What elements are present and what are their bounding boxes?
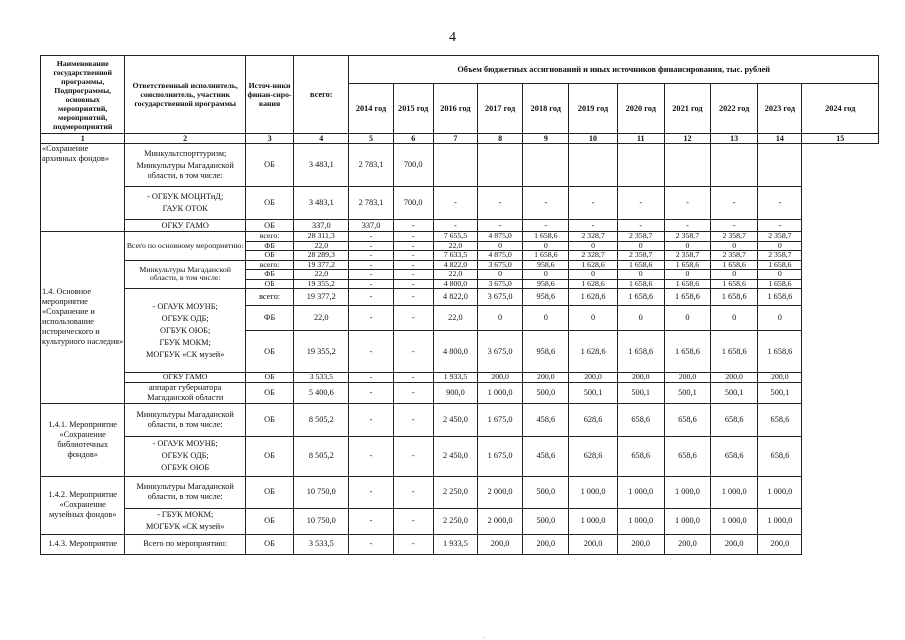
value-cell: 1 658,6: [664, 279, 710, 289]
value-cell: 2 450,0: [433, 436, 477, 476]
value-cell: 200,0: [758, 534, 802, 554]
value-cell: 22,0: [433, 306, 477, 331]
value-cell: 2 450,0: [433, 403, 477, 436]
value-cell: 958,6: [523, 331, 569, 373]
executor-line: ГБУК МОКМ;: [159, 337, 211, 347]
value-cell: -: [523, 187, 569, 220]
value-cell: -: [349, 241, 393, 251]
executor-cell: Всего по основному мероприятию:: [125, 232, 246, 261]
value-cell: 4 875,0: [478, 251, 523, 261]
value-cell: 19 377,2: [294, 260, 349, 270]
value-cell: 1 658,6: [711, 331, 758, 373]
value-cell: 1 658,6: [617, 260, 664, 270]
year-header: 2016 год: [433, 84, 477, 134]
source-cell: ФБ: [245, 306, 293, 331]
value-cell: 1 000,0: [617, 508, 664, 534]
value-cell: 658,6: [758, 403, 802, 436]
source-cell: ОБ: [245, 382, 293, 403]
executor-line: ОГБУК ОЮБ: [161, 463, 210, 472]
executor-line: ОГБУК ОДБ;: [161, 313, 209, 323]
executor-cell: ОГКУ ГАМО: [125, 373, 246, 383]
header-program: Наименование государственной программы, Подпрограммы, основных мероприятий, мероприятий, подмероприятий: [41, 56, 125, 134]
value-cell: 3 675,0: [478, 289, 523, 306]
value-cell: 4 822,0: [433, 260, 477, 270]
value-cell: 658,6: [711, 403, 758, 436]
source-cell: ОБ: [245, 187, 293, 220]
value-cell: 1 933,5: [433, 373, 477, 383]
value-cell: 500,1: [664, 382, 710, 403]
value-cell: 337,0: [294, 220, 349, 232]
value-cell: 1 628,6: [569, 289, 617, 306]
value-cell: 1 628,6: [569, 279, 617, 289]
value-cell: -: [349, 260, 393, 270]
source-cell: всего:: [245, 260, 293, 270]
value-cell: 4 800,0: [433, 279, 477, 289]
value-cell: -: [569, 187, 617, 220]
value-cell: [433, 144, 477, 187]
executor-line: Минкультспорттуризм;: [144, 149, 227, 158]
value-cell: 1 658,6: [758, 260, 802, 270]
value-cell: 628,6: [569, 436, 617, 476]
value-cell: 200,0: [569, 373, 617, 383]
value-cell: 19 355,2: [294, 331, 349, 373]
value-cell: -: [393, 260, 433, 270]
value-cell: 0: [711, 270, 758, 280]
value-cell: 337,0: [349, 220, 393, 232]
program-name: 1.4.3. Мероприятие: [41, 534, 125, 554]
value-cell: 1 000,0: [711, 476, 758, 508]
value-cell: 22,0: [294, 241, 349, 251]
value-cell: 4 822,0: [433, 289, 477, 306]
value-cell: 2 358,7: [664, 232, 710, 242]
column-number: 13: [711, 134, 758, 144]
program-name: 1.4. Основное мероприятие «Сохранение и использование исторического и культурного наследия»: [41, 232, 125, 404]
column-number: 7: [433, 134, 477, 144]
executor-cell: аппарат губернатора Магаданской области: [125, 382, 246, 403]
scan-mark: .: [483, 631, 485, 640]
value-cell: [569, 144, 617, 187]
value-cell: 0: [758, 270, 802, 280]
value-cell: -: [349, 403, 393, 436]
value-cell: -: [393, 306, 433, 331]
value-cell: -: [393, 436, 433, 476]
source-cell: ОБ: [245, 436, 293, 476]
value-cell: 1 000,0: [711, 508, 758, 534]
value-cell: 1 628,6: [569, 260, 617, 270]
column-number: 3: [245, 134, 293, 144]
value-cell: 0: [617, 306, 664, 331]
value-cell: -: [393, 403, 433, 436]
value-cell: 958,6: [523, 279, 569, 289]
source-cell: ОБ: [245, 508, 293, 534]
value-cell: 200,0: [523, 534, 569, 554]
value-cell: 0: [523, 306, 569, 331]
value-cell: 1 000,0: [664, 508, 710, 534]
source-cell: ФБ: [245, 270, 293, 280]
value-cell: [478, 144, 523, 187]
value-cell: -: [758, 187, 802, 220]
value-cell: 2 328,7: [569, 251, 617, 261]
value-cell: 658,6: [711, 436, 758, 476]
value-cell: 2 328,7: [569, 232, 617, 242]
value-cell: 658,6: [617, 403, 664, 436]
year-header: 2021 год: [664, 84, 710, 134]
year-header: 2019 год: [569, 84, 617, 134]
value-cell: 3 483,1: [294, 187, 349, 220]
year-header: 2017 год: [478, 84, 523, 134]
value-cell: 1 000,0: [569, 476, 617, 508]
value-cell: 658,6: [664, 436, 710, 476]
source-cell: ОБ: [245, 373, 293, 383]
value-cell: 1 658,6: [617, 331, 664, 373]
value-cell: 1 658,6: [758, 331, 802, 373]
value-cell: 200,0: [569, 534, 617, 554]
executor-cell: Минкультуры Магаданской области, в том числе:: [125, 260, 246, 289]
value-cell: -: [349, 306, 393, 331]
value-cell: -: [758, 220, 802, 232]
value-cell: 1 675,0: [478, 403, 523, 436]
value-cell: -: [349, 270, 393, 280]
source-cell: ОБ: [245, 220, 293, 232]
value-cell: 28 311,3: [294, 232, 349, 242]
column-number: 9: [523, 134, 569, 144]
value-cell: 4 875,0: [478, 232, 523, 242]
column-number: 2: [125, 134, 246, 144]
value-cell: [664, 144, 710, 187]
value-cell: 3 533,5: [294, 373, 349, 383]
value-cell: 500,1: [569, 382, 617, 403]
value-cell: -: [711, 220, 758, 232]
value-cell: 0: [664, 306, 710, 331]
value-cell: -: [617, 187, 664, 220]
value-cell: -: [478, 220, 523, 232]
column-number: 1: [41, 134, 125, 144]
value-cell: 1 658,6: [523, 251, 569, 261]
value-cell: 1 000,0: [758, 476, 802, 508]
value-cell: 500,1: [758, 382, 802, 403]
value-cell: -: [349, 436, 393, 476]
value-cell: 658,6: [664, 403, 710, 436]
value-cell: 0: [478, 306, 523, 331]
value-cell: 1 658,6: [664, 331, 710, 373]
value-cell: [711, 144, 758, 187]
executor-line: ОГБУК ОЮБ;: [160, 325, 211, 335]
value-cell: 958,6: [523, 289, 569, 306]
year-header: 2023 год: [758, 84, 802, 134]
value-cell: 8 505,2: [294, 436, 349, 476]
value-cell: 2 000,0: [478, 508, 523, 534]
header-volume: Объем бюджетных ассигнований и иных источников финансирования, тыс. рублей: [349, 56, 879, 84]
executor-line: ГАУК ОТОК: [162, 204, 208, 213]
executor-cell: [125, 289, 246, 373]
value-cell: 2 358,7: [617, 232, 664, 242]
value-cell: 3 675,0: [478, 279, 523, 289]
column-number: 12: [664, 134, 710, 144]
value-cell: 22,0: [433, 270, 477, 280]
column-number: 5: [349, 134, 393, 144]
header-source: Источ-ники финан-сиро-вания: [245, 56, 293, 134]
value-cell: -: [393, 270, 433, 280]
value-cell: -: [393, 534, 433, 554]
value-cell: 200,0: [617, 534, 664, 554]
value-cell: 2 358,7: [617, 251, 664, 261]
value-cell: -: [617, 220, 664, 232]
value-cell: 3 675,0: [478, 260, 523, 270]
value-cell: 4 800,0: [433, 331, 477, 373]
value-cell: 0: [478, 270, 523, 280]
value-cell: 200,0: [664, 534, 710, 554]
program-name: 1.4.2. Мероприятие «Сохранение музейных фондов»: [41, 476, 125, 534]
value-cell: -: [393, 476, 433, 508]
value-cell: 1 000,0: [664, 476, 710, 508]
value-cell: 1 000,0: [478, 382, 523, 403]
source-cell: ФБ: [245, 241, 293, 251]
value-cell: -: [393, 382, 433, 403]
value-cell: 1 658,6: [523, 232, 569, 242]
value-cell: -: [349, 508, 393, 534]
executor-line: - ГБУК МОКМ;: [157, 510, 214, 519]
value-cell: 500,0: [523, 476, 569, 508]
value-cell: 1 000,0: [569, 508, 617, 534]
value-cell: 8 505,2: [294, 403, 349, 436]
value-cell: 0: [569, 241, 617, 251]
value-cell: 22,0: [433, 241, 477, 251]
value-cell: -: [478, 187, 523, 220]
executor-cell: ОГКУ ГАМО: [125, 220, 246, 232]
executor-line: - ОГАУК МОУНБ;: [152, 301, 218, 311]
source-cell: ОБ: [245, 144, 293, 187]
value-cell: -: [349, 251, 393, 261]
value-cell: -: [349, 232, 393, 242]
value-cell: -: [349, 331, 393, 373]
value-cell: 2 358,7: [758, 251, 802, 261]
value-cell: 200,0: [758, 373, 802, 383]
value-cell: 0: [617, 241, 664, 251]
value-cell: 5 400,6: [294, 382, 349, 403]
value-cell: 1 000,0: [758, 508, 802, 534]
value-cell: 500,0: [523, 508, 569, 534]
value-cell: -: [349, 534, 393, 554]
value-cell: 0: [523, 241, 569, 251]
value-cell: 1 658,6: [711, 260, 758, 270]
value-cell: -: [349, 373, 393, 383]
value-cell: -: [393, 232, 433, 242]
source-cell: ОБ: [245, 476, 293, 508]
value-cell: 1 658,6: [617, 279, 664, 289]
column-number: 4: [294, 134, 349, 144]
executor-cell: [125, 187, 246, 220]
program-name: «Сохранение архивных фондов»: [41, 144, 125, 232]
source-cell: всего:: [245, 289, 293, 306]
value-cell: 2 783,1: [349, 187, 393, 220]
value-cell: 1 658,6: [664, 289, 710, 306]
value-cell: -: [393, 373, 433, 383]
value-cell: 458,6: [523, 436, 569, 476]
year-header: 2024 год: [802, 84, 879, 134]
value-cell: 3 483,1: [294, 144, 349, 187]
value-cell: 1 628,6: [569, 331, 617, 373]
value-cell: [758, 144, 802, 187]
value-cell: 0: [478, 241, 523, 251]
value-cell: -: [393, 241, 433, 251]
column-number: 14: [758, 134, 802, 144]
value-cell: -: [711, 187, 758, 220]
value-cell: 1 000,0: [617, 476, 664, 508]
year-header: 2022 год: [711, 84, 758, 134]
source-cell: ОБ: [245, 534, 293, 554]
value-cell: 2 783,1: [349, 144, 393, 187]
value-cell: 28 289,3: [294, 251, 349, 261]
value-cell: 1 658,6: [617, 289, 664, 306]
value-cell: 3 533,5: [294, 534, 349, 554]
executor-line: - ОГАУК МОУНБ;: [152, 439, 218, 448]
year-header: 2018 год: [523, 84, 569, 134]
value-cell: 1 933,5: [433, 534, 477, 554]
year-header: 2020 год: [617, 84, 664, 134]
value-cell: 658,6: [617, 436, 664, 476]
value-cell: 200,0: [523, 373, 569, 383]
value-cell: -: [393, 251, 433, 261]
executor-cell: [125, 508, 246, 534]
executor-cell: [125, 436, 246, 476]
value-cell: 7 655,5: [433, 232, 477, 242]
page-number: 4: [449, 30, 456, 45]
value-cell: 0: [711, 241, 758, 251]
value-cell: -: [349, 476, 393, 508]
source-cell: ОБ: [245, 331, 293, 373]
value-cell: 3 675,0: [478, 331, 523, 373]
executor-cell: Минкультуры Магаданской области, в том числе:: [125, 476, 246, 508]
value-cell: 658,6: [758, 436, 802, 476]
column-number: 15: [802, 134, 879, 144]
value-cell: -: [664, 187, 710, 220]
value-cell: -: [349, 279, 393, 289]
executor-line: МОГБУК «СК музей»: [145, 522, 225, 531]
value-cell: 500,0: [523, 382, 569, 403]
value-cell: 10 750,0: [294, 476, 349, 508]
value-cell: -: [433, 220, 477, 232]
value-cell: 900,0: [433, 382, 477, 403]
value-cell: -: [349, 289, 393, 306]
executor-cell: Минкультуры Магаданской области, в том числе:: [125, 403, 246, 436]
value-cell: 2 358,7: [664, 251, 710, 261]
value-cell: 0: [523, 270, 569, 280]
value-cell: 0: [569, 270, 617, 280]
value-cell: 500,1: [617, 382, 664, 403]
value-cell: 200,0: [711, 534, 758, 554]
value-cell: 2 000,0: [478, 476, 523, 508]
value-cell: 0: [617, 270, 664, 280]
executor-cell: [125, 144, 246, 187]
value-cell: 0: [758, 241, 802, 251]
budget-table: [40, 55, 879, 555]
value-cell: 19 355,2: [294, 279, 349, 289]
value-cell: 2 358,7: [711, 251, 758, 261]
value-cell: 1 658,6: [758, 279, 802, 289]
value-cell: -: [393, 331, 433, 373]
value-cell: 0: [711, 306, 758, 331]
header-total: всего:: [294, 56, 349, 134]
value-cell: 700,0: [393, 187, 433, 220]
value-cell: -: [349, 382, 393, 403]
source-cell: ОБ: [245, 251, 293, 261]
column-number: 8: [478, 134, 523, 144]
executor-line: Минкультуры Магаданской области, в том числе:: [136, 161, 234, 180]
column-number: 11: [617, 134, 664, 144]
value-cell: 0: [758, 306, 802, 331]
value-cell: 200,0: [617, 373, 664, 383]
value-cell: 0: [664, 270, 710, 280]
value-cell: 2 358,7: [711, 232, 758, 242]
value-cell: 700,0: [393, 144, 433, 187]
value-cell: -: [393, 220, 433, 232]
executor-line: - ОГБУК МОЦНТиД;: [147, 192, 224, 201]
value-cell: -: [569, 220, 617, 232]
value-cell: 0: [664, 241, 710, 251]
year-header: 2014 год: [349, 84, 393, 134]
value-cell: 1 658,6: [758, 289, 802, 306]
program-name: 1.4.1. Мероприятие «Сохранение библиотечных фондов»: [41, 403, 125, 476]
value-cell: 958,6: [523, 260, 569, 270]
value-cell: -: [393, 279, 433, 289]
value-cell: 200,0: [478, 534, 523, 554]
value-cell: 458,6: [523, 403, 569, 436]
value-cell: 200,0: [478, 373, 523, 383]
value-cell: 200,0: [711, 373, 758, 383]
value-cell: 19 377,2: [294, 289, 349, 306]
header-executor: Ответственный исполнитель, соисполнитель, участник государственной программы: [125, 56, 246, 134]
value-cell: 2 358,7: [758, 232, 802, 242]
value-cell: 7 633,5: [433, 251, 477, 261]
value-cell: 22,0: [294, 306, 349, 331]
value-cell: 10 750,0: [294, 508, 349, 534]
executor-line: ОГБУК ОДБ;: [161, 451, 209, 460]
value-cell: 500,1: [711, 382, 758, 403]
source-cell: ОБ: [245, 403, 293, 436]
source-cell: всего:: [245, 232, 293, 242]
value-cell: 1 658,6: [664, 260, 710, 270]
value-cell: [617, 144, 664, 187]
value-cell: [523, 144, 569, 187]
value-cell: 1 675,0: [478, 436, 523, 476]
value-cell: 200,0: [664, 373, 710, 383]
value-cell: 0: [569, 306, 617, 331]
column-number: 6: [393, 134, 433, 144]
column-number: 10: [569, 134, 617, 144]
value-cell: -: [393, 508, 433, 534]
value-cell: 2 250,0: [433, 476, 477, 508]
value-cell: 628,6: [569, 403, 617, 436]
year-header: 2015 год: [393, 84, 433, 134]
value-cell: -: [664, 220, 710, 232]
value-cell: 22,0: [294, 270, 349, 280]
value-cell: -: [393, 289, 433, 306]
source-cell: ОБ: [245, 279, 293, 289]
value-cell: 2 250,0: [433, 508, 477, 534]
value-cell: -: [433, 187, 477, 220]
value-cell: 1 658,6: [711, 289, 758, 306]
value-cell: 1 658,6: [711, 279, 758, 289]
executor-cell: Всего по мероприятию:: [125, 534, 246, 554]
value-cell: -: [523, 220, 569, 232]
executor-line: МОГБУК «СК музей»: [145, 349, 225, 359]
